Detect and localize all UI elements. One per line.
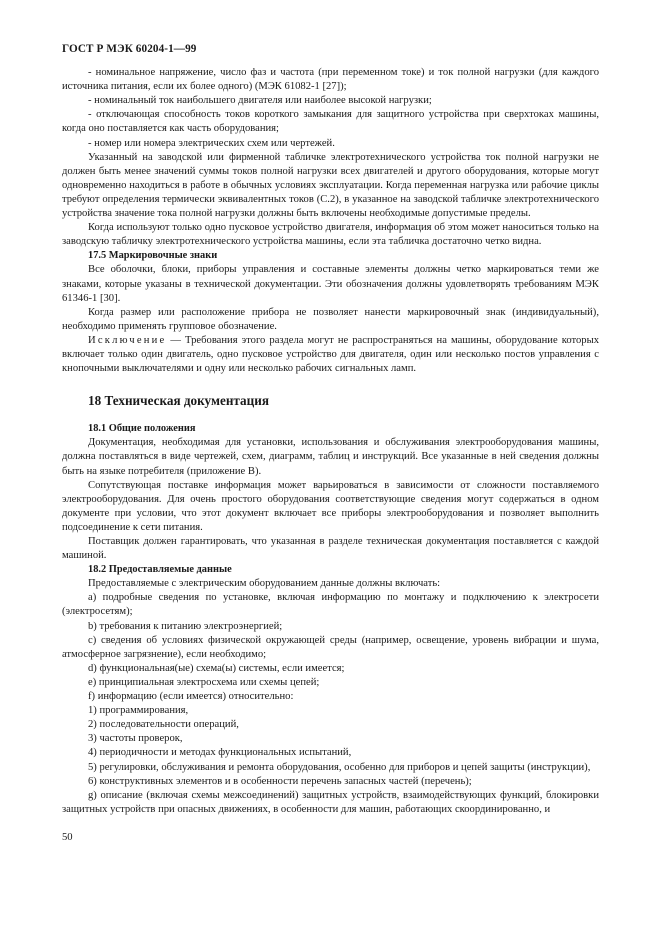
list-item: с) сведения об условиях физической окружающей среды (например, освещение, уровень вибрации и шума, атмосферное загрязнение), если необходимо; bbox=[62, 634, 599, 660]
paragraph: - номинальное напряжение, число фаз и частота (при переменном токе) и ток полной нагрузки (для каждого источника питания, если их более одного) (МЭК 61082-1 [27]); bbox=[62, 67, 599, 93]
list-item: g) описание (включая схемы межсоединений) защитных устройств, взаимодействующих функций, блокировки защитных устройств при опасных движениях, в особенности для машин, работающих скоординированно, и bbox=[62, 789, 599, 815]
list-item: 1) программирования, bbox=[88, 705, 189, 717]
paragraph: Указанный на заводской или фирменной табличке электротехнического устройства ток полной нагрузки не должен быть менее значений суммы токов полной нагрузки всех двигателей и другого оборудования, которые могут одновременно находиться в работе в обычных условиях эксплуатации. Когда переменная нагрузка или рабочие циклы требуют определения термически эквивалентных токов (С.2), в указанное на заводской табличке электротехнического устройства значение тока полной нагрузки должны быть включены необходимые допустимые пределы. bbox=[62, 151, 599, 220]
exception-label: Исключение bbox=[88, 334, 167, 346]
paragraph: Когда используют только одно пусковое устройство двигателя, информация об этом может наноситься только на заводскую табличку электротехнического устройства машины, если эта табличка достаточно четко видна. bbox=[62, 222, 599, 248]
exception-text: — Требования этого раздела могут не распространяться на машины, оборудование которых включает только один двигатель, одно пусковое устройство для двигателя, один или несколько постов управления с кнопочными выключателями и одну или несколько рабочих сигнальных ламп. bbox=[62, 334, 599, 375]
list-item: 5) регулировки, обслуживания и ремонта оборудования, особенно для приборов и цепей защиты (инструкции), bbox=[88, 761, 591, 773]
subsection-heading: 17.5 Маркировочные знаки bbox=[88, 250, 218, 262]
list-item: 3) частоты проверок, bbox=[88, 733, 183, 745]
section-heading: 18 Техническая документация bbox=[88, 393, 269, 409]
paragraph: Предоставляемые с электрическим оборудованием данные должны включать: bbox=[88, 578, 441, 590]
list-item: d) функциональная(ые) схема(ы) системы, если имеется; bbox=[88, 662, 345, 674]
list-item: 4) периодичности и методах функциональных испытаний, bbox=[88, 747, 352, 759]
paragraph: Поставщик должен гарантировать, что указанная в разделе техническая документация поставляется с каждой машиной. bbox=[62, 536, 599, 562]
paragraph: Сопутствующая поставке информация может варьироваться в зависимости от сложности поставляемого электрооборудования. Для очень простого оборудования соответствующие сведения могут содержаться в одном документе при условии, что этот документ включает все приборы электрооборудования и позволяет выполнить подсоединение к сети питания. bbox=[62, 479, 599, 533]
list-item: f) информацию (если имеется) относительно: bbox=[88, 691, 294, 703]
subsection-heading: 18.1 Общие положения bbox=[88, 423, 196, 435]
exception-note bbox=[62, 334, 599, 376]
list-item: е) принципиальная электросхема или схемы цепей; bbox=[88, 676, 320, 688]
page-number: 50 bbox=[62, 832, 73, 843]
list-item: b) требования к питанию электроэнергией; bbox=[88, 620, 283, 632]
paragraph: - номинальный ток наибольшего двигателя или наиболее высокой нагрузки; bbox=[88, 95, 432, 107]
list-item: а) подробные сведения по установке, включая информацию по монтажу и подключению к электросети (электросетям); bbox=[62, 592, 599, 618]
paragraph: - отключающая способность токов короткого замыкания для защитного устройства при сверхтоках машины, когда оно поставляется как часть оборудования; bbox=[62, 109, 599, 135]
paragraph: Документация, необходимая для установки, использования и обслуживания электрооборудования машины, должна поставляться в виде чертежей, схем, диаграмм, таблиц и инструкций. Все указанные в ней сведения должны быть на языке потребителя (приложение В). bbox=[62, 437, 599, 477]
list-item: 6) конструктивных элементов и в особенности перечень запасных частей (перечень); bbox=[88, 775, 472, 787]
page-header: ГОСТ Р МЭК 60204-1—99 bbox=[62, 43, 197, 55]
paragraph: Когда размер или расположение прибора не позволяет нанести маркировочный знак (индивидуальный), необходимо применять групповое обозначение. bbox=[62, 306, 599, 332]
paragraph: Все оболочки, блоки, приборы управления и составные элементы должны четко маркироваться теми же знаками, которые указаны в технической документации. Эти обозначения должны удовлетворять требованиям МЭК 61346-1 [30]. bbox=[62, 264, 599, 304]
paragraph: - номер или номера электрических схем или чертежей. bbox=[88, 137, 335, 149]
list-item: 2) последовательности операций, bbox=[88, 719, 239, 731]
subsection-heading: 18.2 Предоставляемые данные bbox=[88, 564, 232, 576]
